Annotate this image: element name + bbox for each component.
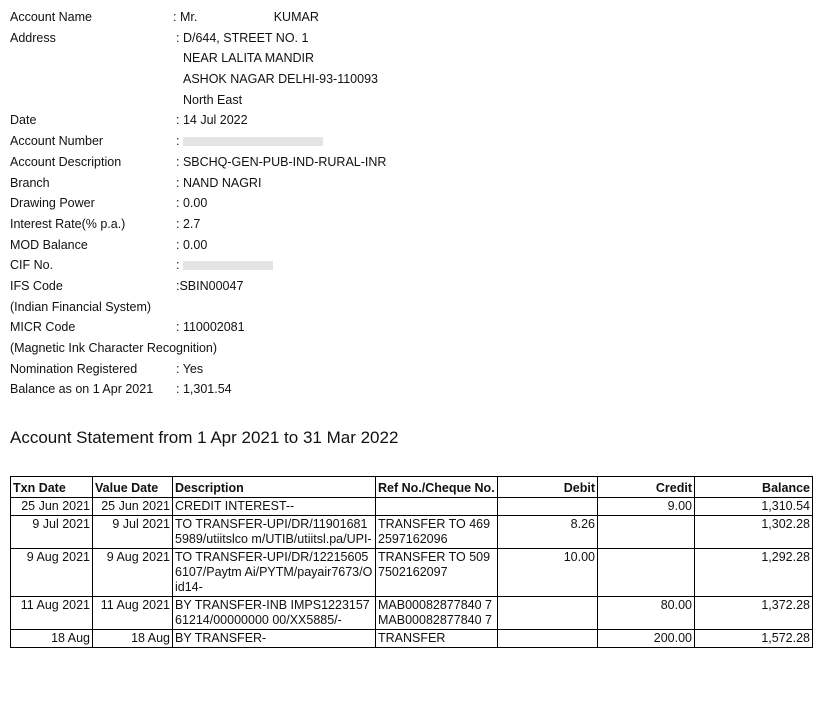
balance-cell: 1,372.28 <box>695 597 813 630</box>
micr-code-label: MICR Code <box>10 320 76 335</box>
credit-cell: 200.00 <box>598 630 695 648</box>
credit-cell: 80.00 <box>598 597 695 630</box>
opening-balance-row <box>10 379 810 400</box>
description-cell: TO TRANSFER-UPI/DR/119016815989/utiitslco m/UTIB/utiitsl.pa/UPI- <box>173 516 376 549</box>
description-cell: BY TRANSFER-INB IMPS122315761214/00000000 00/XX5885/- <box>173 597 376 630</box>
mod-balance-label: MOD Balance <box>10 237 88 252</box>
nomination-row <box>10 359 810 380</box>
debit-cell: 8.26 <box>498 516 598 549</box>
redacted-mark <box>183 137 323 146</box>
account-number-value <box>176 131 323 152</box>
drawing-power-label: Drawing Power <box>10 196 95 211</box>
interest-rate-row <box>10 214 810 235</box>
ref-cell: TRANSFER TO 5097502162097 <box>376 549 498 597</box>
txn-date-header: Txn Date <box>11 477 93 498</box>
opening-balance-label: Balance as on 1 Apr 2021 <box>10 382 154 397</box>
date-label: Date <box>10 113 37 128</box>
table-row <box>11 597 813 630</box>
address-line-2: NEAR LALITA MANDIR <box>183 51 315 66</box>
account-name-row <box>10 7 810 28</box>
account-name-label: Account Name <box>10 10 92 24</box>
txn-date-cell: 9 Aug 2021 <box>11 549 93 597</box>
value-date-cell: 25 Jun 2021 <box>93 498 173 516</box>
cif-colon: : <box>176 258 180 273</box>
interest-rate-label: Interest Rate(% p.a.) <box>10 216 126 231</box>
address-row <box>10 28 810 49</box>
branch-label: Branch <box>10 175 50 190</box>
debit-cell: 10.00 <box>498 549 598 597</box>
account-description-label: Account Description <box>10 154 122 169</box>
credit-cell <box>598 516 695 549</box>
credit-cell <box>598 549 695 597</box>
value-date-cell: 18 Aug <box>93 630 173 648</box>
mod-balance-row <box>10 235 810 256</box>
account-number-label: Account Number <box>10 134 104 149</box>
value-date-header: Value Date <box>93 477 173 498</box>
ref-cell: TRANSFER TO 4692597162096 <box>376 516 498 549</box>
address-line-3: ASHOK NAGAR DELHI-93-110093 <box>183 72 378 87</box>
branch-value: : NAND NAGRI <box>176 175 262 190</box>
debit-cell <box>498 498 598 516</box>
nomination-value: : Yes <box>176 361 204 376</box>
credit-header: Credit <box>598 477 695 498</box>
value-date-cell: 9 Jul 2021 <box>93 516 173 549</box>
description-header: Description <box>173 477 376 498</box>
address-row-2 <box>10 48 810 69</box>
cif-value <box>176 255 273 276</box>
drawing-power-row <box>10 193 810 214</box>
balance-cell: 1,292.28 <box>695 549 813 597</box>
table-row <box>11 516 813 549</box>
micr-expansion-row <box>10 338 810 359</box>
description-cell: TO TRANSFER-UPI/DR/122156056107/Paytm Ai/PYTM/payair7673/Oid14- <box>173 549 376 597</box>
table-row <box>11 549 813 597</box>
statement-title: Account Statement from 1 Apr 2021 to 31 Mar 2022 <box>10 428 399 447</box>
ifs-code-label: IFS Code <box>10 278 63 293</box>
micr-expansion-label: (Magnetic Ink Character Recognition) <box>10 341 218 355</box>
ref-cell: MAB00082877840 7 MAB00082877840 7 <box>376 597 498 630</box>
balance-header: Balance <box>695 477 813 498</box>
table-row <box>11 498 813 516</box>
ifs-expansion-label: (Indian Financial System) <box>10 299 152 314</box>
address-line-1: : D/644, STREET NO. 1 <box>176 30 309 45</box>
balance-cell: 1,572.28 <box>695 630 813 648</box>
account-description-row <box>10 152 810 173</box>
interest-rate-value: : 2.7 <box>176 216 201 231</box>
account-number-row <box>10 131 810 152</box>
drawing-power-value: : 0.00 <box>176 196 208 211</box>
mod-balance-value: : 0.00 <box>176 237 208 252</box>
txn-date-cell: 18 Aug <box>11 630 93 648</box>
txn-date-cell: 11 Aug 2021 <box>11 597 93 630</box>
date-value: : 14 Jul 2022 <box>176 113 248 128</box>
nomination-label: Nomination Registered <box>10 361 138 376</box>
debit-cell <box>498 630 598 648</box>
ifs-code-value: :SBIN00047 <box>176 278 244 293</box>
credit-cell: 9.00 <box>598 498 695 516</box>
description-cell: BY TRANSFER- <box>173 630 376 648</box>
statement-table <box>10 476 813 648</box>
balance-cell: 1,302.28 <box>695 516 813 549</box>
ref-cell <box>376 498 498 516</box>
ifs-expansion-row <box>10 297 810 318</box>
account-description-value: : SBCHQ-GEN-PUB-IND-RURAL-INR <box>176 154 387 169</box>
value-date-cell: 11 Aug 2021 <box>93 597 173 630</box>
account-name-value: : Mr. KUMAR <box>173 10 319 24</box>
txn-date-cell: 25 Jun 2021 <box>11 498 93 516</box>
address-row-3 <box>10 69 810 90</box>
account-info <box>10 7 810 400</box>
cif-label: CIF No. <box>10 258 54 273</box>
branch-row <box>10 173 810 194</box>
debit-header: Debit <box>498 477 598 498</box>
ref-cell: TRANSFER <box>376 630 498 648</box>
opening-balance-value: : 1,301.54 <box>176 382 232 397</box>
cif-row <box>10 255 810 276</box>
address-line-4: North East <box>183 92 243 107</box>
description-cell: CREDIT INTEREST-- <box>173 498 376 516</box>
date-row <box>10 110 810 131</box>
table-row <box>11 630 813 648</box>
table-header-row <box>11 477 813 498</box>
micr-code-row <box>10 317 810 338</box>
address-label: Address <box>10 30 56 45</box>
micr-code-value: : 110002081 <box>176 320 245 335</box>
ref-header: Ref No./Cheque No. <box>376 477 498 498</box>
debit-cell <box>498 597 598 630</box>
balance-cell: 1,310.54 <box>695 498 813 516</box>
address-row-4 <box>10 90 810 111</box>
value-date-cell: 9 Aug 2021 <box>93 549 173 597</box>
redacted-mark <box>183 261 273 270</box>
txn-date-cell: 9 Jul 2021 <box>11 516 93 549</box>
account-number-colon: : <box>176 134 180 149</box>
ifs-code-row <box>10 276 810 297</box>
